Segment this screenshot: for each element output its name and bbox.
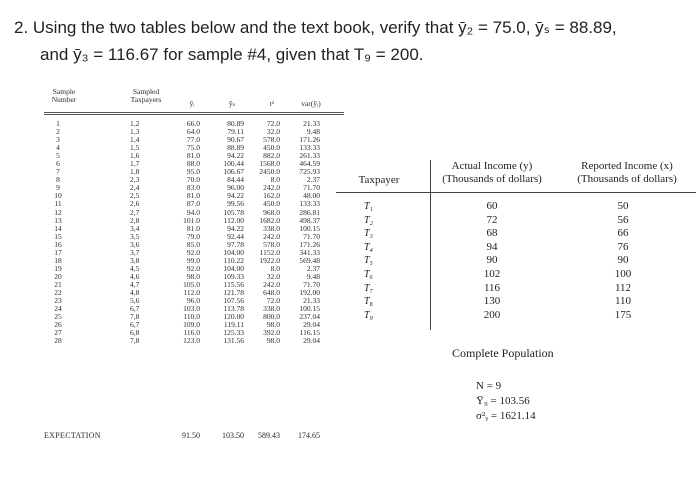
- cell-t-squared: 338.0: [263, 304, 280, 314]
- cell-t-squared: 8.0: [270, 175, 280, 185]
- cell-y-bar-s: 119.11: [223, 320, 244, 330]
- cell-y-bar-s: 112.00: [223, 215, 244, 225]
- cell-sample-number: 4: [56, 143, 60, 153]
- problem-line-1: 2. Using the two tables below and the text book, verify that ȳ₂ = 75.0, ȳₛ = 88.89,: [14, 18, 617, 37]
- cell-actual-income: 200: [483, 308, 501, 321]
- cell-sampled-taxpayers: 5,6: [130, 296, 140, 306]
- cell-variance: 100.15: [299, 223, 320, 233]
- cell-y-bar: 105.0: [183, 279, 200, 289]
- taxpayer-table-header: [336, 160, 696, 190]
- cell-sampled-taxpayers: 2,4: [130, 183, 140, 193]
- cell-y-bar-s: 80.89: [227, 119, 244, 128]
- cell-sampled-taxpayers: 1,8: [130, 167, 140, 177]
- cell-sample-number: 5: [56, 151, 60, 161]
- cell-t-squared: 2450.0: [259, 167, 280, 177]
- cell-t-squared: 968.0: [263, 207, 280, 217]
- cell-reported-income: 50: [617, 200, 629, 212]
- cell-variance: 133.33: [299, 143, 320, 153]
- cell-y-bar: 75.0: [186, 143, 200, 153]
- cell-y-bar: 110.0: [183, 312, 200, 322]
- taxpayer-header-rule: [336, 192, 696, 193]
- cell-actual-income: 68: [486, 227, 498, 240]
- cell-reported-income: 66: [617, 227, 629, 240]
- cell-y-bar-s: 84.44: [227, 175, 244, 185]
- table-row: [336, 254, 696, 268]
- cell-sampled-taxpayers: 7,8: [130, 336, 140, 346]
- cell-variance: 48.00: [303, 191, 320, 201]
- cell-variance: 21.33: [303, 296, 320, 306]
- cell-variance: 71.70: [303, 231, 320, 241]
- cell-y-bar-s: 104.00: [223, 263, 244, 273]
- cell-y-bar-s: 100.44: [223, 159, 244, 169]
- cell-reported-income: 112: [614, 281, 632, 294]
- cell-actual-income: 90: [486, 254, 498, 267]
- cell-variance: 71.70: [303, 183, 320, 193]
- cell-reported-income: 110: [614, 295, 632, 308]
- header-actual-income: [432, 160, 552, 186]
- cell-sample-number: 18: [54, 255, 62, 265]
- cell-taxpayer: T₈: [364, 296, 374, 308]
- cell-sampled-taxpayers: 4,6: [130, 271, 140, 281]
- cell-y-bar-s: 97.78: [227, 239, 244, 249]
- expectation-t-squared: 589.43: [258, 431, 280, 440]
- cell-sampled-taxpayers: 1,6: [130, 151, 140, 161]
- cell-sampled-taxpayers: 1,7: [130, 159, 140, 169]
- cell-taxpayer: T₉: [364, 309, 374, 321]
- header-reported-line-2: (Thousands of dollars): [577, 173, 677, 185]
- cell-sampled-taxpayers: 1,4: [130, 135, 140, 145]
- table-row: [336, 268, 696, 282]
- cell-variance: 498.37: [299, 215, 320, 225]
- cell-y-bar: 66.0: [186, 119, 200, 128]
- cell-t-squared: 1152.0: [259, 247, 280, 257]
- population-n: N = 9: [476, 380, 502, 392]
- expectation-y-bar: 91.50: [182, 431, 200, 440]
- cell-variance: 286.81: [299, 207, 320, 217]
- cell-variance: 9.48: [306, 271, 320, 281]
- cell-variance: 9.48: [306, 127, 320, 137]
- cell-sampled-taxpayers: 1,2: [130, 119, 140, 128]
- cell-y-bar: 99.0: [186, 255, 200, 265]
- cell-actual-income: 116: [483, 281, 501, 294]
- cell-t-squared: 32.0: [266, 127, 280, 137]
- cell-sample-number: 11: [54, 199, 62, 209]
- expectation-label: EXPECTATION: [44, 431, 101, 440]
- sample-table-body: [44, 120, 344, 345]
- sample-table-header: [44, 88, 344, 110]
- header-taxpayer: Taxpayer: [358, 174, 400, 186]
- expectation-y-bar-s: 103.50: [222, 431, 244, 440]
- cell-t-squared: 450.0: [263, 199, 280, 209]
- cell-taxpayer: T₃: [364, 228, 374, 240]
- cell-t-squared: 882.0: [263, 151, 280, 161]
- cell-sample-number: 22: [54, 287, 62, 297]
- table-row: [44, 337, 344, 345]
- cell-sample-number: 20: [54, 271, 62, 281]
- header-t-squared: t²: [269, 99, 275, 108]
- cell-t-squared: 162.0: [263, 191, 280, 201]
- cell-sampled-taxpayers: 3,8: [130, 255, 140, 265]
- cell-sampled-taxpayers: 7,8: [130, 312, 140, 322]
- cell-variance: 2.37: [306, 263, 320, 273]
- cell-y-bar: 85.0: [186, 239, 200, 249]
- table-row: [336, 309, 696, 323]
- cell-reported-income: 175: [614, 308, 632, 321]
- cell-y-bar-s: 106.67: [223, 167, 244, 177]
- cell-t-squared: 392.0: [263, 328, 280, 338]
- cell-t-squared: 578.0: [263, 135, 280, 145]
- cell-reported-income: 76: [617, 240, 629, 253]
- header-reported-income: [560, 160, 694, 186]
- cell-y-bar: 87.0: [186, 199, 200, 209]
- cell-sample-number: 12: [54, 207, 62, 217]
- cell-y-bar: 77.0: [186, 135, 200, 145]
- cell-sample-number: 8: [56, 175, 60, 185]
- table-row: [336, 241, 696, 255]
- cell-t-squared: 800.0: [263, 312, 280, 322]
- cell-variance: 100.15: [299, 304, 320, 314]
- cell-y-bar: 79.0: [186, 231, 200, 241]
- cell-variance: 133.33: [299, 199, 320, 209]
- cell-y-bar-s: 131.56: [223, 336, 244, 346]
- cell-variance: 29.04: [303, 320, 320, 330]
- cell-t-squared: 32.0: [266, 271, 280, 281]
- header-y-bar: ȳᵢ: [189, 99, 195, 108]
- cell-variance: 29.04: [303, 336, 320, 346]
- header-rule-double: [44, 114, 344, 115]
- cell-y-bar-s: 99.56: [227, 199, 244, 209]
- cell-sampled-taxpayers: 2,5: [130, 191, 140, 201]
- cell-actual-income: 94: [486, 240, 498, 253]
- cell-y-bar-s: 125.33: [223, 328, 244, 338]
- cell-variance: 171.26: [299, 239, 320, 249]
- cell-sampled-taxpayers: 3,5: [130, 231, 140, 241]
- cell-sampled-taxpayers: 4,5: [130, 263, 140, 273]
- cell-sample-number: 28: [54, 336, 62, 346]
- cell-t-squared: 1922.0: [259, 255, 280, 265]
- table-row: [336, 282, 696, 296]
- cell-y-bar-s: 110.22: [223, 255, 244, 265]
- cell-y-bar: 81.0: [186, 151, 200, 161]
- cell-variance: 464.59: [299, 159, 320, 169]
- cell-y-bar-s: 105.78: [223, 207, 244, 217]
- cell-y-bar: 92.0: [186, 247, 200, 257]
- cell-t-squared: 98.0: [266, 320, 280, 330]
- cell-t-squared: 8.0: [270, 263, 280, 273]
- cell-sample-number: 2: [56, 127, 60, 137]
- cell-variance: 569.48: [299, 255, 320, 265]
- cell-y-bar: 116.0: [183, 328, 200, 338]
- cell-sample-number: 26: [54, 320, 62, 330]
- cell-variance: 21.33: [303, 119, 320, 128]
- cell-y-bar-s: 79.11: [227, 127, 244, 137]
- cell-taxpayer: T₁: [364, 201, 374, 212]
- cell-sample-number: 1: [56, 119, 60, 128]
- header-sampled-taxpayers: Sampled Taxpayers: [130, 87, 162, 104]
- cell-sample-number: 7: [56, 167, 60, 177]
- cell-t-squared: 242.0: [263, 231, 280, 241]
- cell-variance: 2.37: [306, 175, 320, 185]
- cell-sampled-taxpayers: 4,8: [130, 287, 140, 297]
- cell-sampled-taxpayers: 1,5: [130, 143, 140, 153]
- population-mean: Ȳ₉ = 103.56: [476, 395, 530, 407]
- cell-sample-number: 3: [56, 135, 60, 145]
- cell-y-bar: 83.0: [186, 183, 200, 193]
- cell-y-bar-s: 104.00: [223, 247, 244, 257]
- problem-statement: [14, 14, 654, 68]
- cell-t-squared: 578.0: [263, 239, 280, 249]
- cell-actual-income: 60: [486, 200, 498, 212]
- cell-y-bar: 95.0: [186, 167, 200, 177]
- header-actual-line-1: Actual Income (y): [451, 160, 533, 172]
- cell-sampled-taxpayers: 2,6: [130, 199, 140, 209]
- header-variance: var(ȳᵢ): [301, 99, 321, 108]
- cell-y-bar-s: 115.56: [223, 279, 244, 289]
- cell-t-squared: 648.0: [263, 287, 280, 297]
- cell-reported-income: 90: [617, 254, 629, 267]
- cell-sample-number: 19: [54, 263, 62, 273]
- cell-sampled-taxpayers: 3,6: [130, 239, 140, 249]
- cell-sample-number: 23: [54, 296, 62, 306]
- header-actual-line-2: (Thousands of dollars): [442, 173, 542, 185]
- cell-sample-number: 13: [54, 215, 62, 225]
- cell-taxpayer: T₅: [364, 255, 374, 267]
- cell-taxpayer: T₄: [364, 241, 374, 253]
- cell-actual-income: 102: [483, 267, 501, 280]
- cell-y-bar: 88.0: [186, 159, 200, 169]
- cell-y-bar: 103.0: [183, 304, 200, 314]
- cell-variance: 261.33: [299, 151, 320, 161]
- cell-variance: 725.93: [299, 167, 320, 177]
- header-sample-number: Sample Number: [51, 87, 77, 104]
- cell-sampled-taxpayers: 2,7: [130, 207, 140, 217]
- cell-sampled-taxpayers: 3,7: [130, 247, 140, 257]
- cell-t-squared: 1568.0: [259, 159, 280, 169]
- sample-table: [44, 88, 344, 450]
- complete-population: [452, 346, 592, 424]
- cell-t-squared: 450.0: [263, 143, 280, 153]
- cell-variance: 116.15: [299, 328, 320, 338]
- cell-y-bar-s: 120.00: [223, 312, 244, 322]
- header-reported-line-1: Reported Income (x): [581, 160, 673, 172]
- cell-t-squared: 338.0: [263, 223, 280, 233]
- taxpayer-table: [336, 160, 696, 330]
- cell-t-squared: 1682.0: [259, 215, 280, 225]
- cell-actual-income: 130: [483, 295, 501, 308]
- cell-sampled-taxpayers: 2,3: [130, 175, 140, 185]
- cell-sampled-taxpayers: 3,4: [130, 223, 140, 233]
- cell-y-bar-s: 94.22: [227, 191, 244, 201]
- cell-sampled-taxpayers: 1,3: [130, 127, 140, 137]
- cell-sampled-taxpayers: 6,7: [130, 304, 140, 314]
- cell-sample-number: 25: [54, 312, 62, 322]
- expectation-variance: 174.65: [298, 431, 320, 440]
- cell-sample-number: 17: [54, 247, 62, 257]
- cell-sample-number: 10: [54, 191, 62, 201]
- cell-sampled-taxpayers: 6,7: [130, 320, 140, 330]
- cell-taxpayer: T₂: [364, 214, 374, 226]
- cell-sample-number: 6: [56, 159, 60, 169]
- expectation-row: [44, 430, 344, 442]
- cell-y-bar-s: 113.78: [223, 304, 244, 314]
- cell-actual-income: 72: [486, 213, 498, 226]
- cell-y-bar-s: 109.33: [223, 271, 244, 281]
- cell-sample-number: 21: [54, 279, 62, 289]
- cell-y-bar: 94.0: [186, 207, 200, 217]
- cell-sampled-taxpayers: 6,8: [130, 328, 140, 338]
- cell-y-bar: 101.0: [183, 215, 200, 225]
- cell-y-bar-s: 96.00: [227, 183, 244, 193]
- cell-y-bar-s: 92.44: [227, 231, 244, 241]
- cell-y-bar: 123.0: [183, 336, 200, 346]
- cell-y-bar: 109.0: [183, 320, 200, 330]
- cell-y-bar: 112.0: [183, 287, 200, 297]
- cell-sampled-taxpayers: 2,8: [130, 215, 140, 225]
- table-row: [336, 214, 696, 228]
- cell-sample-number: 15: [54, 231, 62, 241]
- cell-t-squared: 72.0: [266, 119, 280, 128]
- table-row: [336, 295, 696, 309]
- cell-t-squared: 98.0: [266, 336, 280, 346]
- problem-line-2: and ȳ₃ = 116.67 for sample #4, given that T₉ = 200.: [40, 45, 424, 64]
- cell-t-squared: 72.0: [266, 296, 280, 306]
- cell-sample-number: 27: [54, 328, 62, 338]
- population-variance: σ²ᵧ = 1621.14: [476, 410, 536, 422]
- cell-y-bar: 98.0: [186, 271, 200, 281]
- population-stats: [452, 379, 592, 424]
- header-rule: [44, 112, 344, 113]
- cell-taxpayer: T₆: [364, 268, 374, 280]
- cell-variance: 171.26: [299, 135, 320, 145]
- cell-sample-number: 9: [56, 183, 60, 193]
- cell-y-bar-s: 121.78: [223, 287, 244, 297]
- cell-sample-number: 14: [54, 223, 62, 233]
- cell-y-bar: 92.0: [186, 263, 200, 273]
- cell-variance: 341.33: [299, 247, 320, 257]
- cell-sampled-taxpayers: 4,7: [130, 279, 140, 289]
- cell-y-bar-s: 90.67: [227, 135, 244, 145]
- cell-y-bar-s: 94.22: [227, 151, 244, 161]
- header-y-bar-s: ȳₛ: [228, 99, 236, 108]
- cell-reported-income: 100: [614, 267, 632, 280]
- cell-reported-income: 56: [617, 213, 629, 226]
- cell-y-bar: 64.0: [186, 127, 200, 137]
- cell-y-bar-s: 94.22: [227, 223, 244, 233]
- table-row: [336, 227, 696, 241]
- population-title: Complete Population: [452, 346, 554, 360]
- cell-y-bar: 81.0: [186, 223, 200, 233]
- cell-y-bar-s: 107.56: [223, 296, 244, 306]
- cell-y-bar: 81.0: [186, 191, 200, 201]
- cell-variance: 192.00: [299, 287, 320, 297]
- cell-t-squared: 242.0: [263, 183, 280, 193]
- cell-y-bar: 96.0: [186, 296, 200, 306]
- cell-y-bar: 70.0: [186, 175, 200, 185]
- cell-t-squared: 242.0: [263, 279, 280, 289]
- cell-taxpayer: T₇: [364, 282, 374, 294]
- cell-variance: 237.04: [299, 312, 320, 322]
- cell-y-bar-s: 88.89: [227, 143, 244, 153]
- table-row: [336, 200, 696, 214]
- cell-sample-number: 16: [54, 239, 62, 249]
- taxpayer-table-body: [336, 200, 696, 322]
- cell-sample-number: 24: [54, 304, 62, 314]
- cell-variance: 71.70: [303, 279, 320, 289]
